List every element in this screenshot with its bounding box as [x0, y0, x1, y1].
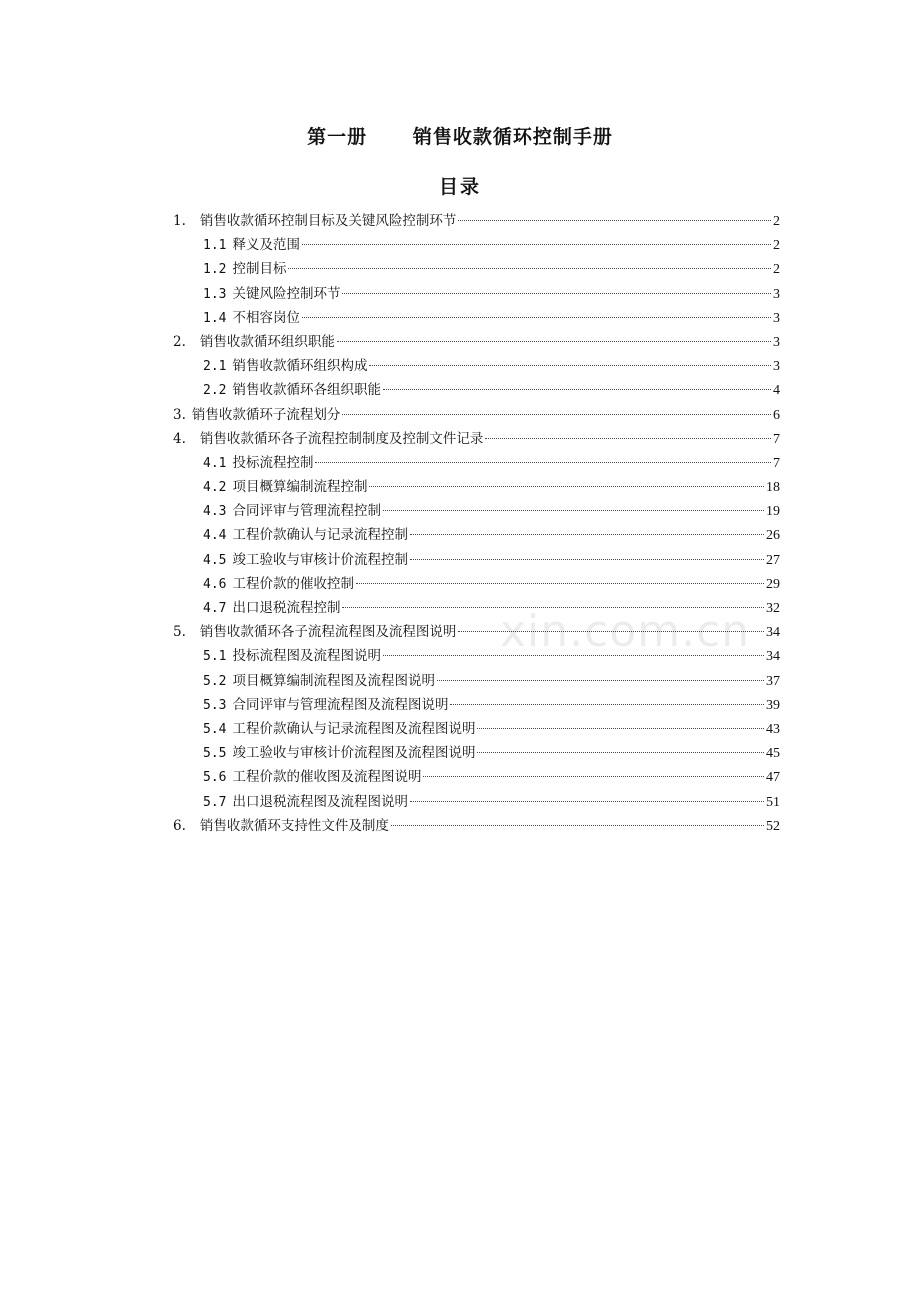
toc-entry[interactable]: [173, 644, 780, 668]
toc-entry-number: 5.: [173, 624, 186, 641]
toc-entry-number: 2.: [173, 333, 186, 350]
toc-entry-page-number: 3: [773, 286, 780, 302]
toc-entry-title: 销售收款循环子流程划分: [191, 406, 341, 423]
toc-entry-page-number: 51: [766, 794, 780, 810]
toc-entry-page-number: 34: [766, 625, 780, 641]
toc-entry-number: 4.4: [203, 528, 227, 544]
toc-entry-page-number: 18: [766, 480, 780, 496]
toc-dot-leader: [410, 559, 764, 560]
toc-entry-page-number: 2: [773, 238, 780, 254]
toc-entry[interactable]: [173, 209, 780, 233]
toc-entry[interactable]: [173, 354, 780, 378]
toc-entry-number: 3.: [173, 406, 186, 423]
toc-entry-number: 4.6: [203, 576, 227, 592]
toc-dot-leader: [437, 680, 764, 681]
toc-entry-number: 1.3: [203, 286, 227, 302]
toc-entry[interactable]: [173, 790, 780, 814]
toc-dot-leader: [369, 486, 764, 487]
toc-dot-leader: [458, 220, 771, 221]
toc-entry-page-number: 2: [773, 214, 780, 229]
toc-dot-leader: [302, 317, 771, 318]
toc-dot-leader: [315, 462, 771, 463]
toc-dot-leader: [423, 776, 764, 777]
toc-entry-title: 工程价款确认与记录流程控制: [232, 527, 408, 544]
toc-dot-leader: [477, 728, 764, 729]
toc-entry-number: 4.1: [203, 455, 227, 471]
toc-dot-leader: [450, 704, 764, 705]
toc-dot-leader: [302, 244, 771, 245]
toc-entry[interactable]: [173, 427, 780, 451]
toc-entry-title: 项目概算编制流程图及流程图说明: [232, 672, 435, 689]
toc-entry-title: 项目概算编制流程控制: [232, 479, 368, 496]
watermark: xin.com.cn: [500, 606, 751, 657]
toc-entry-title: 工程价款的催收控制: [232, 575, 354, 592]
toc-dot-leader: [383, 389, 771, 390]
toc-entry[interactable]: [173, 282, 780, 306]
toc-entry-page-number: 3: [773, 310, 780, 326]
toc-entry-page-number: 32: [766, 601, 780, 616]
toc-dot-leader: [410, 534, 764, 535]
toc-dot-leader: [391, 825, 764, 826]
toc-entry-title: 竣工验收与审核计价流程控制: [232, 551, 408, 568]
toc-entry-page-number: 34: [766, 649, 780, 665]
toc-entry-title: 合同评审与管理流程控制: [232, 503, 381, 520]
toc-entry-title: 释义及范围: [232, 237, 300, 254]
toc-dot-leader: [342, 414, 771, 415]
toc-entry[interactable]: [173, 523, 780, 547]
toc-entry-title: 销售收款循环组织职能: [199, 333, 335, 350]
toc-heading: 目录: [438, 176, 481, 198]
toc-entry-title: 工程价款确认与记录流程图及流程图说明: [232, 720, 476, 737]
toc-entry[interactable]: [173, 572, 780, 596]
toc-entry-title: 销售收款循环各组织职能: [232, 382, 381, 399]
toc-entry[interactable]: [173, 257, 780, 281]
toc-entry-title: 不相容岗位: [232, 309, 300, 326]
toc-dot-leader: [342, 607, 764, 608]
toc-entry-title: 销售收款循环控制目标及关键风险控制环节: [199, 213, 457, 229]
toc-entry-page-number: 47: [766, 770, 780, 786]
toc-entry-number: 1.: [173, 213, 186, 229]
toc-entry-page-number: 3: [773, 334, 780, 350]
toc-entry-number: 5.3: [203, 697, 227, 713]
toc-entry-page-number: 45: [766, 746, 780, 762]
toc-entry-number: 1.2: [203, 262, 227, 278]
toc-entry-title: 竣工验收与审核计价流程图及流程图说明: [232, 745, 476, 762]
toc-entry[interactable]: [173, 403, 780, 427]
toc-dot-leader: [337, 341, 771, 342]
toc-entry-page-number: 29: [766, 576, 780, 592]
toc-entry[interactable]: [173, 717, 780, 741]
toc-entry-number: 2.2: [203, 383, 227, 399]
toc-entry-number: 4.7: [203, 601, 227, 616]
toc-entry-page-number: 2: [773, 262, 780, 278]
toc-entry-page-number: 19: [766, 504, 780, 520]
toc-entry[interactable]: [173, 765, 780, 789]
toc-entry-title: 销售收款循环组织构成: [232, 358, 368, 375]
toc-entry-page-number: 7: [773, 455, 780, 471]
toc-entry-number: 4.5: [203, 552, 227, 568]
toc-entry-number: 5.5: [203, 746, 227, 762]
toc-entry[interactable]: [173, 378, 780, 402]
toc-dot-leader: [288, 268, 771, 269]
toc-entry-page-number: 39: [766, 697, 780, 713]
toc-dot-leader: [342, 293, 771, 294]
toc-entry-page-number: 52: [766, 818, 780, 834]
toc-entry-page-number: 4: [773, 383, 780, 399]
document-title: 第一册 销售收款循环控制手册: [307, 126, 613, 148]
toc-entry-number: 1.1: [203, 238, 227, 254]
toc-entry-number: 4.2: [203, 480, 227, 496]
toc-entry-number: 6.: [173, 817, 186, 834]
toc-entry-page-number: 26: [766, 528, 780, 544]
toc-entry[interactable]: [173, 451, 780, 475]
toc-dot-leader: [383, 655, 764, 656]
toc-entry[interactable]: [173, 475, 780, 499]
toc-entry-number: 5.7: [203, 794, 227, 810]
toc-entry[interactable]: [173, 548, 780, 572]
toc-entry-number: 5.1: [203, 649, 227, 665]
toc-entry[interactable]: [173, 620, 780, 644]
toc-dot-leader: [477, 752, 764, 753]
toc-dot-leader: [356, 583, 764, 584]
table-of-contents: [173, 209, 780, 838]
toc-entry-page-number: 3: [773, 359, 780, 375]
toc-entry-number: 5.4: [203, 721, 227, 737]
toc-entry[interactable]: [173, 669, 780, 693]
toc-entry-page-number: 43: [766, 721, 780, 737]
toc-entry-title: 销售收款循环支持性文件及制度: [199, 817, 389, 834]
toc-dot-leader: [383, 510, 764, 511]
toc-entry-title: 合同评审与管理流程图及流程图说明: [232, 696, 449, 713]
toc-dot-leader: [369, 365, 771, 366]
toc-entry[interactable]: [173, 306, 780, 330]
toc-entry-title: 销售收款循环各子流程控制制度及控制文件记录: [199, 430, 484, 447]
toc-entry-number: 4.: [173, 430, 186, 447]
toc-entry[interactable]: [173, 499, 780, 523]
toc-entry-number: 5.6: [203, 770, 227, 786]
toc-entry-page-number: 6: [773, 407, 780, 423]
toc-dot-leader: [458, 631, 764, 632]
toc-entry[interactable]: [173, 596, 780, 620]
toc-entry-title: 出口退税流程图及流程图说明: [232, 793, 408, 810]
toc-entry-number: 2.1: [203, 359, 227, 375]
toc-entry-page-number: 27: [766, 552, 780, 568]
toc-entry[interactable]: [173, 233, 780, 257]
toc-entry[interactable]: [173, 741, 780, 765]
toc-entry-title: 工程价款的催收图及流程图说明: [232, 769, 422, 786]
toc-entry[interactable]: [173, 814, 780, 838]
toc-entry-title: 关键风险控制环节: [232, 285, 341, 302]
toc-entry-title: 销售收款循环各子流程流程图及流程图说明: [199, 624, 457, 641]
toc-dot-leader: [485, 438, 771, 439]
toc-entry-title: 投标流程图及流程图说明: [232, 648, 381, 665]
toc-dot-leader: [410, 801, 764, 802]
toc-entry-number: 1.4: [203, 310, 227, 326]
toc-entry-title: 控制目标: [232, 261, 287, 278]
toc-entry-page-number: 7: [773, 431, 780, 447]
toc-entry-number: 4.3: [203, 504, 227, 520]
toc-entry[interactable]: [173, 693, 780, 717]
toc-entry-title: 出口退税流程控制: [232, 600, 341, 616]
toc-entry-title: 投标流程控制: [232, 454, 314, 471]
toc-entry-page-number: 37: [766, 673, 780, 689]
toc-entry-number: 5.2: [203, 673, 227, 689]
toc-entry[interactable]: [173, 330, 780, 354]
